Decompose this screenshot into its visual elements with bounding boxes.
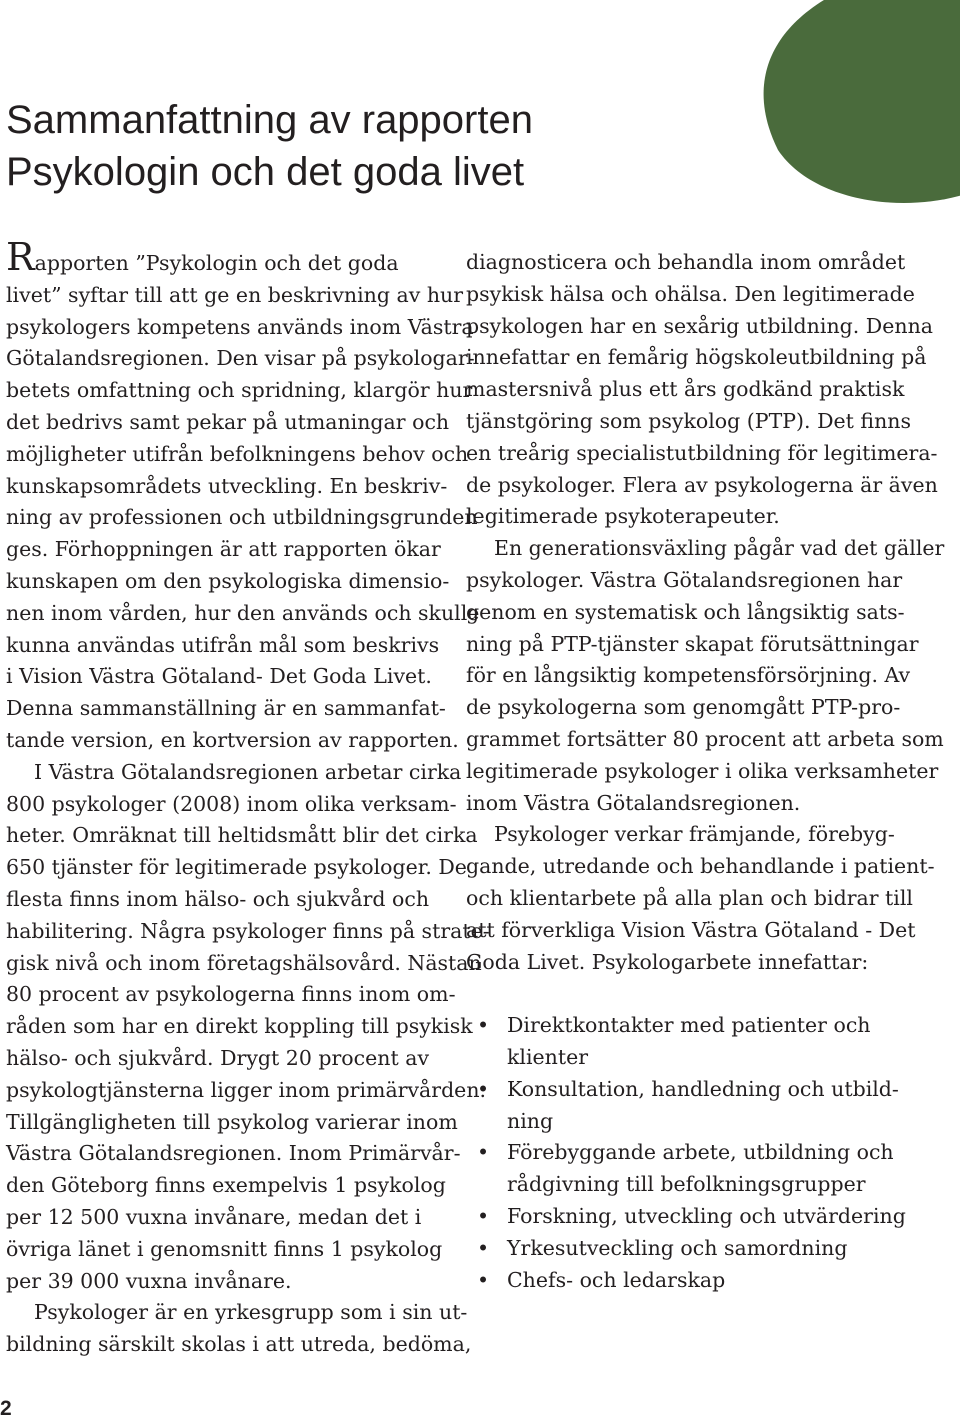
- title-line-1: Sammanfattning av rapporten: [6, 98, 533, 142]
- text-line: genom en systematisk och långsiktig sats-: [466, 599, 905, 624]
- text-line: I Västra Götalandsregionen arbetar cirka: [34, 759, 462, 784]
- text-line: psykisk hälsa och ohälsa. Den legitimerade: [466, 281, 915, 306]
- text-line: grammet fortsätter 80 procent att arbeta som: [466, 726, 944, 751]
- left-paragraph-2: [6, 757, 490, 1298]
- text-line: en treårig specialistutbildning för legitimera-: [466, 440, 938, 465]
- text-line: per 39 000 vuxna invånare.: [6, 1268, 292, 1293]
- text-line: att förverkliga Vision Västra Götaland - Det: [466, 917, 916, 942]
- list-item: [466, 1201, 936, 1233]
- text-line: Götalandsregionen. Den visar på psykologar-: [6, 346, 475, 371]
- right-paragraph-2: [466, 533, 945, 819]
- text-line: Psykologer verkar främjande, förebyg-: [494, 822, 895, 847]
- text-line: • Yrkesutveckling och samordning: [507, 1235, 848, 1260]
- text-line: 650 tjänster för legitimerade psykologer. De: [6, 855, 467, 880]
- text-line: gande, utredande och behandlande i patient-: [466, 854, 935, 879]
- text-line: innefattar en femårig högskoleutbildning på: [466, 345, 927, 370]
- text-line: 80 procent av psykologerna finns inom om-: [6, 982, 456, 1007]
- text-line: psykologers kompetens används inom Västra: [6, 314, 474, 339]
- bullet-list: [466, 1010, 936, 1296]
- text-line: • Direktkontakter med patienter och: [507, 1013, 871, 1038]
- text-line: klienter: [507, 1044, 589, 1069]
- text-line: för en långsiktig kompetensförsörjning. Av: [466, 663, 911, 688]
- text-line: psykologen har en sexårig utbildning. Denna: [466, 313, 933, 338]
- title-line-2: Psykologin och det goda livet: [6, 150, 525, 194]
- text-line: Västra Götalandsregionen. Inom Primärvår-: [6, 1141, 461, 1166]
- text-line: psykologtjänsterna ligger inom primärvården.: [6, 1077, 487, 1102]
- page-title: [6, 94, 533, 198]
- left-column: [6, 235, 490, 1361]
- text-line: betets omfattning och spridning, klargör hur: [6, 378, 473, 403]
- text-line: diagnosticera och behandla inom området: [466, 250, 906, 274]
- list-item: [466, 1074, 936, 1138]
- list-item: [466, 1265, 936, 1297]
- text-line: [6, 235, 444, 280]
- text-line: ning av professionen och utbildningsgrunden: [6, 505, 478, 530]
- list-item: [466, 1010, 936, 1074]
- left-paragraph-1: [6, 235, 480, 757]
- text-line: psykologer. Västra Götalandsregionen har: [466, 567, 903, 592]
- right-paragraph-1: [466, 247, 936, 533]
- text-line: hälso- och sjukvård. Drygt 20 procent av: [6, 1045, 430, 1070]
- text-line: rådgivning till befolkningsgrupper: [507, 1172, 866, 1197]
- text-line: den Göteborg finns exempelvis 1 psykolog: [6, 1173, 446, 1198]
- text-line: heter. Omräknat till heltidsmått blir det cirka: [6, 823, 478, 848]
- text-line: gisk nivå och inom företagshälsovård. Nästan: [6, 950, 482, 975]
- text-line: En generationsväxling pågår vad det gäller: [494, 536, 945, 561]
- right-paragraph-3: [466, 819, 936, 978]
- list-item: [466, 1233, 936, 1265]
- text-line: tjänstgöring som psykolog (PTP). Det finns: [466, 408, 911, 433]
- text-line: Goda Livet. Psykologarbete innefattar:: [466, 949, 869, 974]
- text-line: det bedrivs samt pekar på utmaningar och: [6, 409, 450, 434]
- text-line: legitimerade psykologer i olika verksamheter: [466, 758, 939, 783]
- green-leaf-shape: [738, 0, 960, 210]
- text-line: flesta finns inom hälso- och sjukvård och: [6, 886, 430, 911]
- text-line: ges. Förhoppningen är att rapporten ökar: [6, 537, 441, 562]
- text-line: livet” syftar till att ge en beskrivning av hur: [6, 282, 464, 307]
- text-line: ning på PTP-tjänster skapat förutsättningar: [466, 631, 919, 656]
- text-line: Tillgängligheten till psykolog varierar inom: [6, 1109, 458, 1134]
- text-line: 800 psykologer (2008) inom olika verksam-: [6, 791, 457, 816]
- text-line: kunskapsområdets utveckling. En beskriv-: [6, 473, 448, 498]
- drop-cap: R: [6, 235, 35, 279]
- text-line: legitimerade psykoterapeuter.: [466, 504, 780, 529]
- text-line: • Förebyggande arbete, utbildning och: [507, 1140, 894, 1165]
- left-paragraph-3: [6, 1297, 472, 1361]
- text-line: övriga länet i genomsnitt finns 1 psykolog: [6, 1236, 443, 1261]
- text-line-content: apporten ”Psykologin och det goda: [34, 251, 399, 275]
- text-line: per 12 500 vuxna invånare, medan det i: [6, 1204, 422, 1229]
- text-line: mastersnivå plus ett års godkänd praktisk: [466, 377, 905, 402]
- text-line: • Forskning, utveckling och utvärdering: [507, 1203, 906, 1228]
- right-column: [466, 247, 945, 1296]
- text-line: möjligheter utifrån befolkningens behov och: [6, 441, 469, 466]
- text-line: kunskapen om den psykologiska dimensio-: [6, 568, 450, 593]
- text-line: råden som har en direkt koppling till psykisk: [6, 1014, 473, 1039]
- text-line: kunna användas utifrån mål som beskrivs: [6, 632, 440, 657]
- text-line: nen inom vården, hur den används och skulle: [6, 600, 480, 625]
- page-number: 2: [0, 1397, 12, 1420]
- text-line: och klientarbete på alla plan och bidrar till: [466, 885, 913, 910]
- text-line: de psykologer. Flera av psykologerna är även: [466, 472, 938, 497]
- text-line: ning: [507, 1108, 554, 1133]
- text-line: inom Västra Götalandsregionen.: [466, 790, 801, 815]
- text-line: Psykologer är en yrkesgrupp som i sin ut-: [34, 1300, 468, 1325]
- list-item: [466, 1137, 936, 1201]
- text-line: habilitering. Några psykologer finns på strate-: [6, 918, 490, 943]
- text-line: bildning särskilt skolas i att utreda, bedöma,: [6, 1332, 472, 1357]
- text-line: i Vision Västra Götaland- Det Goda Livet.: [6, 664, 432, 689]
- text-line: de psykologerna som genomgått PTP-pro-: [466, 695, 901, 720]
- text-line: • Konsultation, handledning och utbild-: [507, 1076, 899, 1101]
- text-line: tande version, en kortversion av rapporten.: [6, 727, 459, 752]
- text-line: • Chefs- och ledarskap: [507, 1267, 726, 1292]
- text-line: Denna sammanställning är en sammanfat-: [6, 696, 446, 721]
